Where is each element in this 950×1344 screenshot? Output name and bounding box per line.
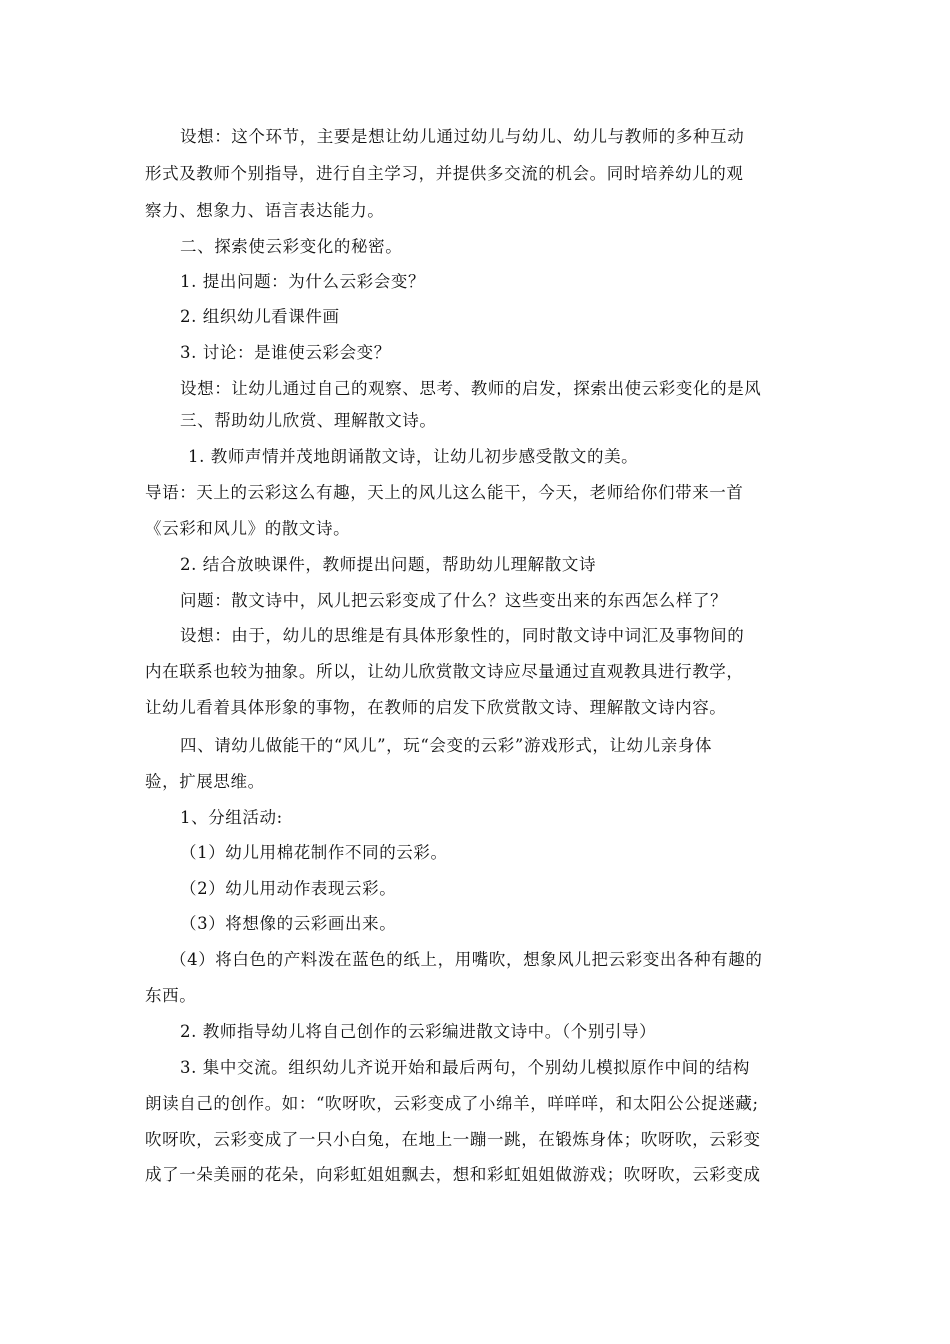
- paragraph-line: 内在联系也较为抽象。所以，让幼儿欣赏散文诗应尽量通过直观教具进行教学，: [145, 662, 744, 681]
- list-item: 2. 教师指导幼儿将自己创作的云彩编进散文诗中。（个别引导）: [180, 1022, 657, 1041]
- paragraph-line: 东西。: [145, 986, 197, 1005]
- list-item: （4）将白色的产料泼在蓝色的纸上，用嘴吹，想象风儿把云彩变出各种有趣的: [170, 950, 763, 969]
- paragraph-line: 设想：让幼儿通过自己的观察、思考、教师的启发，探索出使云彩变化的是风: [180, 379, 762, 398]
- list-item: 1. 教师声情并茂地朗诵散文诗，让幼儿初步感受散文的美。: [188, 447, 639, 466]
- paragraph-line: 吹呀吹，云彩变成了一只小白兔，在地上一蹦一跳，在锻炼身体；吹呀吹，云彩变: [145, 1130, 761, 1149]
- paragraph-line: 成了一朵美丽的花朵，向彩虹姐姐飘去，想和彩虹姐姐做游戏；吹呀吹，云彩变成: [145, 1165, 761, 1184]
- list-item: （3）将想像的云彩画出来。: [180, 914, 397, 933]
- paragraph-line: 让幼儿看着具体形象的事物，在教师的启发下欣赏散文诗、理解散文诗内容。: [145, 698, 727, 717]
- paragraph-line: 设想：由于，幼儿的思维是有具体形象性的，同时散文诗中词汇及事物间的: [180, 626, 745, 645]
- list-item: 1. 提出问题：为什么云彩会变？: [180, 272, 426, 291]
- list-item: 3. 讨论：是谁使云彩会变？: [180, 343, 391, 362]
- paragraph-line: 设想：这个环节，主要是想让幼儿通过幼儿与幼儿、幼儿与教师的多种互动: [180, 127, 745, 146]
- list-item: 3. 集中交流。组织幼儿齐说开始和最后两句，个别幼儿模拟原作中间的结构: [180, 1058, 750, 1077]
- paragraph-line: 《云彩和风儿》的散文诗。: [145, 519, 351, 538]
- list-item: 1、分组活动:: [180, 808, 283, 827]
- paragraph-line: 验，扩展思维。: [145, 772, 265, 791]
- section-heading: 四、请幼儿做能干的“风儿”，玩“会变的云彩”游戏形式，让幼儿亲身体: [180, 736, 713, 755]
- section-heading: 二、探索使云彩变化的秘密。: [180, 237, 403, 256]
- paragraph-line: 察力、想象力、语言表达能力。: [145, 201, 385, 220]
- paragraph-line: 朗读自己的创作。如：“吹呀吹，云彩变成了小绵羊，咩咩咩，和太阳公公捉迷藏;: [145, 1094, 759, 1113]
- paragraph-line: 导语：天上的云彩这么有趣，天上的风儿这么能干，今天，老师给你们带来一首: [145, 483, 744, 502]
- list-item: （2）幼儿用动作表现云彩。: [180, 879, 397, 898]
- paragraph-line: 问题：散文诗中，风儿把云彩变成了什么？这些变出来的东西怎么样了？: [180, 591, 728, 610]
- list-item: 2. 组织幼儿看课件画: [180, 307, 340, 326]
- section-heading: 三、帮助幼儿欣赏、理解散文诗。: [180, 411, 437, 430]
- paragraph-line: 形式及教师个别指导，进行自主学习，并提供多交流的机会。同时培养幼儿的观: [145, 164, 744, 183]
- list-item: 2. 结合放映课件，教师提出问题，帮助幼儿理解散文诗: [180, 555, 597, 574]
- list-item: （1）幼儿用棉花制作不同的云彩。: [180, 843, 448, 862]
